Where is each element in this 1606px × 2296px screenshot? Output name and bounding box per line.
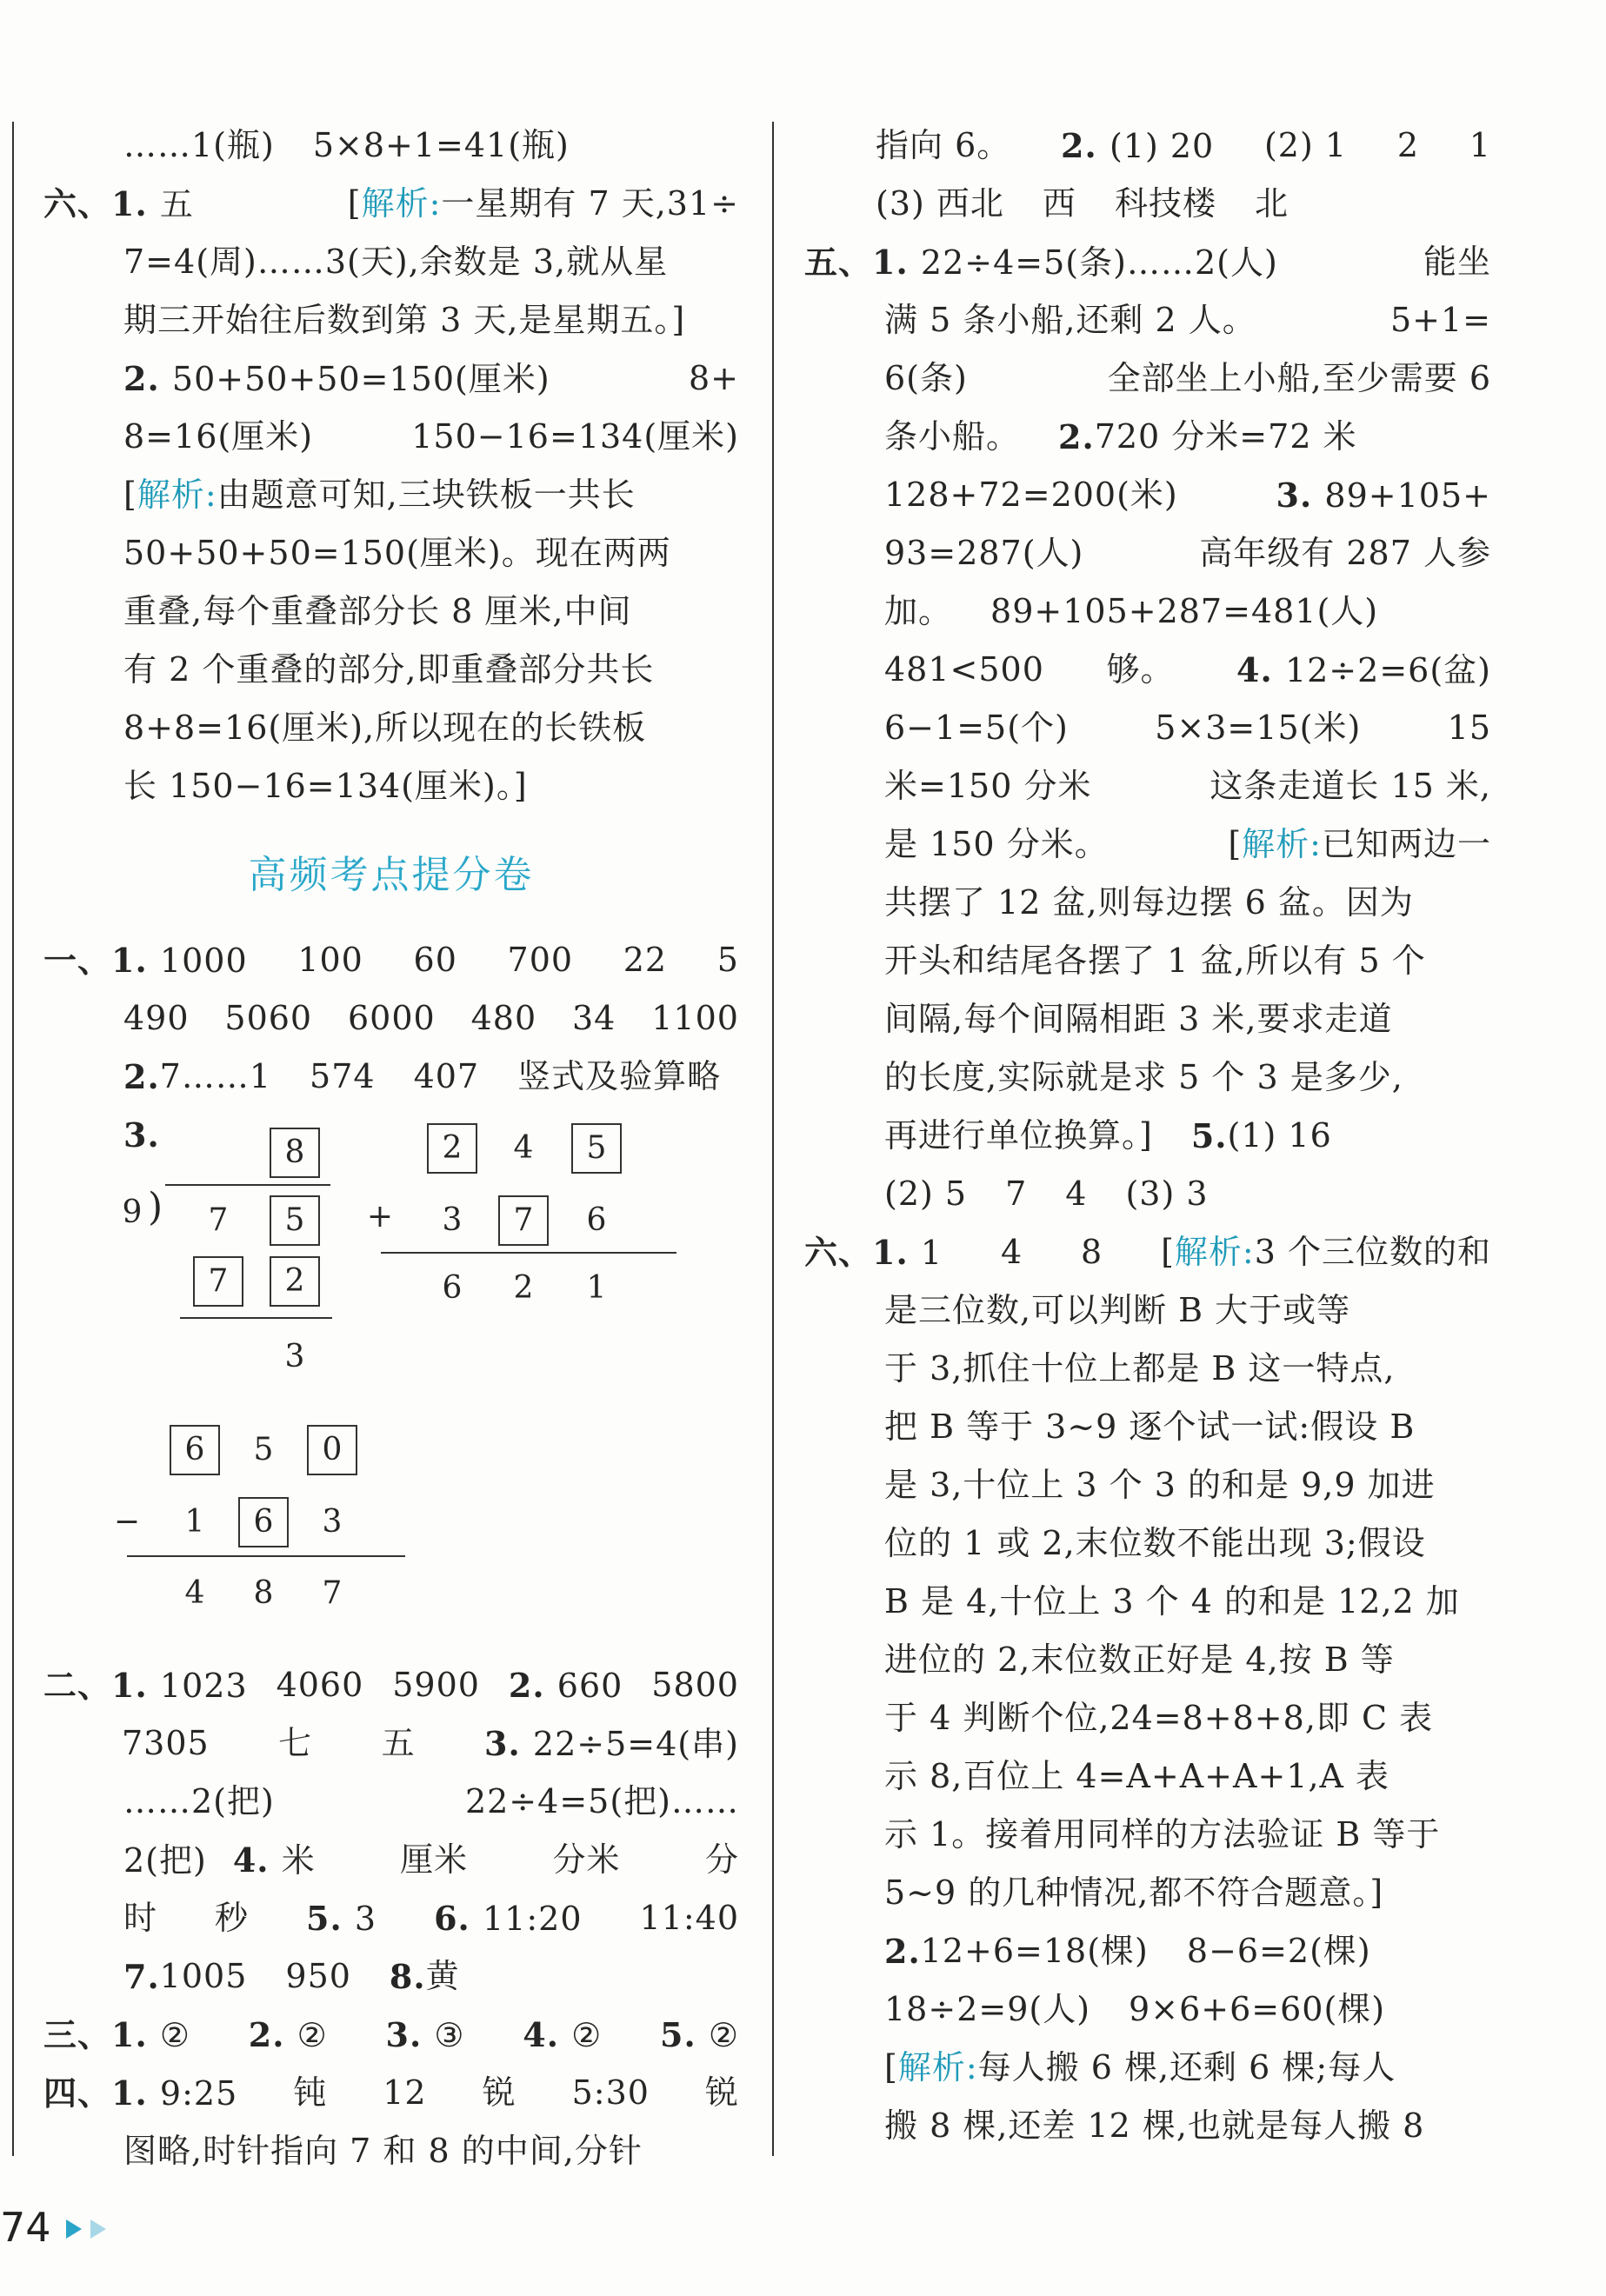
minus-sign: − [113, 1504, 141, 1540]
answer-line: 2(把) 4. 米 厘米 分米 分 [123, 1840, 739, 1880]
answer-line: 的长度,实际就是求 5 个 3 是多少, [884, 1058, 1403, 1096]
difference-digit: 4 [184, 1575, 205, 1611]
analysis-label: 解析: [897, 2048, 978, 2086]
answer-line: 图略,时针指向 7 和 8 的中间,分针 [123, 2132, 643, 2170]
sum-digit: 1 [586, 1270, 607, 1306]
answer-line: 时 秒 5. 3 6. 11:20 11:40 [123, 1899, 739, 1938]
answer-line: 开头和结尾各摆了 1 盆,所以有 5 个 [884, 942, 1426, 980]
answer-line: 米=150 分米 这条走道长 15 米, [884, 767, 1491, 805]
difference-digit: 8 [253, 1575, 274, 1611]
answer-line: 6−1=5(个) 5×3=15(米) 15 [884, 709, 1491, 747]
answer-line: 于 3,抓住十位上都是 B 这一特点, [884, 1349, 1396, 1388]
answer-line: 示 8,百位上 4=A+A+A+1,A 表 [884, 1757, 1390, 1795]
subtrahend-box: 6 [238, 1497, 289, 1547]
answer-line: 三、1. ② 2. ② 3. ③ 4. ② 5. ② [43, 2015, 739, 2054]
arrow-icon [66, 2219, 82, 2239]
addend-digit: 3 [442, 1202, 463, 1238]
answer-line: 93=287(人) 高年级有 287 人参 [884, 534, 1491, 572]
dividend-box: 5 [270, 1195, 320, 1246]
answer-line: 2. 50+50+50=150(厘米) 8+ [123, 359, 739, 398]
answer-line: 四、1. 9:25 钝 12 锐 5:30 锐 [43, 2073, 739, 2113]
answer-line: 于 4 判断个位,24=8+8+8,即 C 表 [884, 1699, 1434, 1737]
answer-line: 481<500 够。 4. 12÷2=6(盆) [884, 650, 1491, 689]
minuend-digit: 5 [253, 1432, 274, 1467]
division-line [180, 1317, 332, 1319]
sum-line [381, 1252, 676, 1254]
division-bar [165, 1184, 330, 1186]
subtract-box: 2 [270, 1256, 320, 1307]
answer-line: 18÷2=9(人) 9×6+6=60(棵) [884, 1990, 1386, 2028]
plus-sign: + [366, 1199, 394, 1235]
answer-line: 把 B 等于 3~9 逐个试一试:假设 B [884, 1408, 1416, 1446]
answer-line: 示 1。接着用同样的方法验证 B 等于 [884, 1815, 1441, 1853]
sum-digit: 6 [442, 1270, 463, 1306]
remainder: 3 [284, 1339, 305, 1374]
answer-line: 条小船。 2. 720 分米=72 米 [884, 417, 1357, 456]
difference-line [127, 1555, 405, 1557]
answer-line: 8+8=16(厘米),所以现在的长铁板 [123, 709, 647, 747]
answer-line: 指向 6。 2. (1) 20 (2) 1 2 1 [876, 126, 1491, 165]
subtrahend-digit: 1 [184, 1504, 205, 1540]
answer-line: 间隔,每个间隔相距 3 米,要求走道 [884, 1000, 1393, 1038]
answer-line: 期三开始往后数到第 3 天,是星期五。] [123, 301, 686, 339]
answer-line: 满 5 条小船,还剩 2 人。 5+1= [884, 301, 1491, 339]
answer-line: 8=16(厘米) 150−16=134(厘米) [123, 417, 739, 456]
answer-line: 重叠,每个重叠部分长 8 厘米,中间 [123, 592, 632, 630]
answer-line: 再进行单位换算。] 5. (1) 16 [884, 1116, 1332, 1155]
answer-line: 长 150−16=134(厘米)。] [123, 767, 528, 805]
analysis-label: 解析: [1242, 825, 1322, 863]
answer-line: 5~9 的几种情况,都不符合题意。] [884, 1873, 1384, 1912]
answer-line: 位的 1 或 2,末位数不能出现 3;假设 [884, 1524, 1426, 1562]
answer-line: 2. 7……1 574 407 竖式及验算略 [123, 1057, 722, 1096]
subtract-box: 7 [193, 1256, 243, 1307]
addend-digit: 4 [513, 1130, 534, 1166]
subtrahend-digit: 3 [322, 1504, 343, 1540]
addend-box: 7 [498, 1195, 549, 1246]
answer-line: 7305 七 五 3. 22÷5=4(串) [122, 1724, 739, 1763]
answer-line: 是 150 分米。 [解析:已知两边一 [884, 825, 1491, 863]
analysis-label: 解析: [1174, 1233, 1255, 1271]
answer-line: 6(条) 全部坐上小船,至少需要 6 [884, 359, 1491, 397]
answer-line: 一、1. 1000 100 60 700 22 5 [43, 941, 739, 980]
answer-line: 7=4(周)……3(天),余数是 3,就从星 [123, 243, 669, 281]
answer-line: 128+72=200(米) 3. 89+105+ [884, 476, 1491, 515]
answer-line: 加。 89+105+287=481(人) [884, 592, 1379, 630]
answer-line: 50+50+50=150(厘米)。现在两两 [123, 534, 671, 572]
answer-line: 二、1. 1023 4060 5900 2. 660 5800 [43, 1666, 739, 1705]
answer-line: 2. 12+6=18(棵) 8−6=2(棵) [884, 1932, 1371, 1971]
answer-line: (2) 5 7 4 (3) 3 [884, 1175, 1209, 1213]
analysis-label: 解析: [137, 476, 217, 514]
addend-digit: 6 [586, 1202, 607, 1238]
minuend-box: 0 [307, 1425, 357, 1475]
dividend-digit: 7 [208, 1202, 229, 1238]
arrow-icon [90, 2219, 106, 2239]
analysis-label: 解析: [361, 184, 442, 223]
answer-line: [解析:每人搬 6 棵,还剩 6 棵;每人 [884, 2048, 1396, 2086]
quotient-box: 8 [270, 1128, 320, 1178]
answer-line: 五、1. 22÷4=5(条)……2(人) 能坐 [804, 243, 1491, 282]
minuend-box: 6 [170, 1425, 220, 1475]
answer-line: 是三位数,可以判断 B 大于或等 [884, 1291, 1351, 1329]
answer-line: 是 3,十位上 3 个 3 的和是 9,9 加进 [884, 1466, 1436, 1504]
column-divider [772, 122, 774, 2156]
answer-line: 7. 1005 950 8. 黄 [123, 1957, 460, 1996]
answer-line: 有 2 个重叠的部分,即重叠部分共长 [123, 650, 655, 689]
addend-box: 5 [571, 1123, 622, 1174]
difference-digit: 7 [322, 1575, 343, 1611]
addend-box: 2 [427, 1123, 477, 1174]
page-number: 74 [0, 2204, 51, 2251]
answer-line: 六、1. 1 4 8 [解析:3 个三位数的和 [804, 1233, 1491, 1272]
sum-digit: 2 [513, 1270, 534, 1306]
section-title: 高频考点提分卷 [248, 853, 535, 897]
answer-line: 490 5060 6000 480 34 1100 [123, 999, 739, 1037]
divisor: 9 [122, 1195, 143, 1230]
division-bracket: ) [148, 1185, 163, 1229]
answer-line: 3. [123, 1115, 160, 1155]
answer-line: [解析:由题意可知,三块铁板一共长 [123, 476, 636, 514]
answer-line: 共摆了 12 盆,则每边摆 6 盆。因为 [884, 883, 1414, 922]
answer-line: ……1(瓶) 5×8+1=41(瓶) [123, 126, 570, 164]
answer-line: 搬 8 棵,还差 12 棵,也就是每人搬 8 [884, 2106, 1425, 2145]
answer-line: B 是 4,十位上 3 个 4 的和是 12,2 加 [884, 1582, 1460, 1621]
answer-line: 六、1. 五 [解析:一星期有 7 天,31÷ [43, 184, 739, 223]
left-margin-rule [12, 122, 14, 2156]
answer-line: (3) 西北 西 科技楼 北 [876, 184, 1289, 223]
answer-line: ……2(把) 22÷4=5(把)…… [123, 1782, 739, 1820]
answer-line: 进位的 2,末位数正好是 4,按 B 等 [884, 1640, 1395, 1679]
